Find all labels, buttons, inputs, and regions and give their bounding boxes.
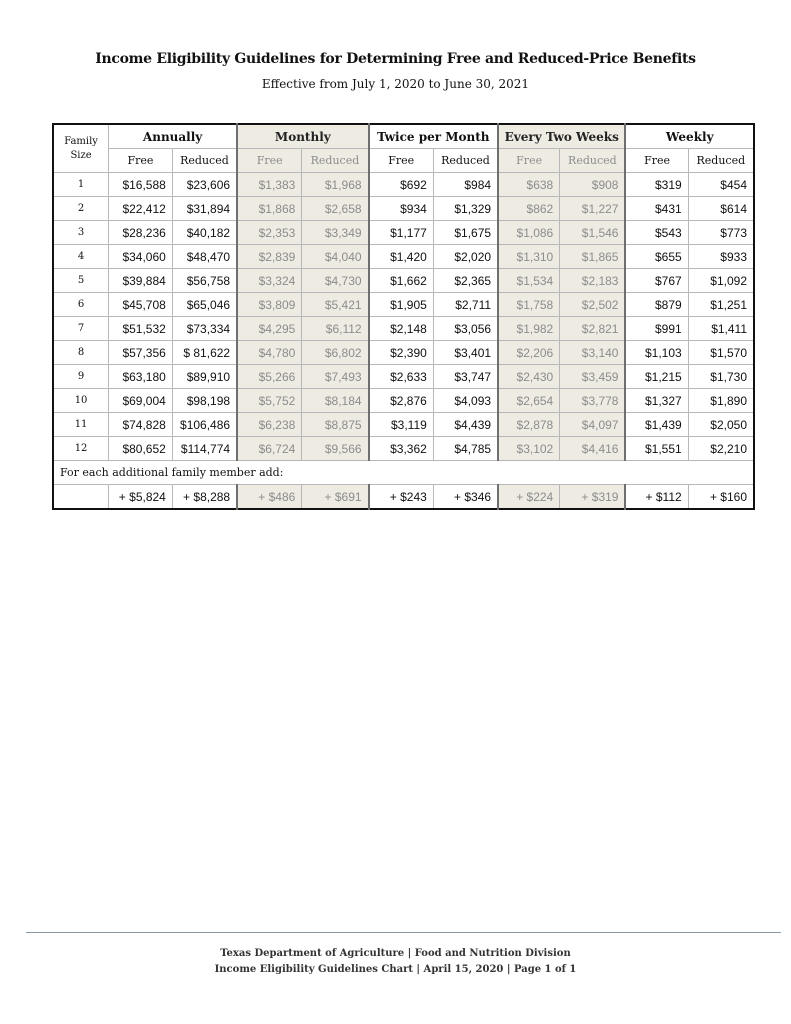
sub-header-reduced: Reduced <box>688 149 754 173</box>
income-cell: $1,546 <box>560 221 626 245</box>
income-cell: $45,708 <box>109 293 173 317</box>
income-cell: $1,662 <box>369 269 434 293</box>
income-cell: $2,353 <box>237 221 302 245</box>
additional-amount-cell: + $486 <box>237 485 302 510</box>
income-cell: $4,439 <box>433 413 498 437</box>
income-cell: $543 <box>625 221 688 245</box>
income-cell: $655 <box>625 245 688 269</box>
income-cell: $2,390 <box>369 341 434 365</box>
income-cell: $4,295 <box>237 317 302 341</box>
income-cell: $3,747 <box>433 365 498 389</box>
additional-amount-cell: + $243 <box>369 485 434 510</box>
income-cell: $2,365 <box>433 269 498 293</box>
family-size-cell: 4 <box>53 245 109 269</box>
income-cell: $3,119 <box>369 413 434 437</box>
group-header-twice-per-month: Twice per Month <box>369 124 498 149</box>
income-cell: $862 <box>498 197 560 221</box>
income-cell: $1,086 <box>498 221 560 245</box>
income-cell: $1,905 <box>369 293 434 317</box>
income-cell: $2,430 <box>498 365 560 389</box>
empty-cell <box>53 485 109 510</box>
income-cell: $69,004 <box>109 389 173 413</box>
income-cell: $3,324 <box>237 269 302 293</box>
income-cell: $3,056 <box>433 317 498 341</box>
family-size-header: Family Size <box>53 124 109 173</box>
family-size-cell: 2 <box>53 197 109 221</box>
income-cell: $63,180 <box>109 365 173 389</box>
income-cell: $1,327 <box>625 389 688 413</box>
sub-header-reduced: Reduced <box>172 149 237 173</box>
income-cell: $934 <box>369 197 434 221</box>
family-size-cell: 9 <box>53 365 109 389</box>
income-cell: $2,206 <box>498 341 560 365</box>
income-cell: $51,532 <box>109 317 173 341</box>
income-cell: $2,502 <box>560 293 626 317</box>
income-cell: $2,711 <box>433 293 498 317</box>
table-body <box>53 173 754 510</box>
income-cell: $65,046 <box>172 293 237 317</box>
page-title: Income Eligibility Guidelines for Determining Free and Reduced-Price Benefits <box>95 51 696 67</box>
family-size-cell: 8 <box>53 341 109 365</box>
income-cell: $1,103 <box>625 341 688 365</box>
table-row <box>53 365 754 389</box>
income-cell: $1,758 <box>498 293 560 317</box>
income-cell: $991 <box>625 317 688 341</box>
income-cell: $3,362 <box>369 437 434 461</box>
income-cell: $7,493 <box>302 365 369 389</box>
income-cell: $3,809 <box>237 293 302 317</box>
income-cell: $28,236 <box>109 221 173 245</box>
income-cell: $3,459 <box>560 365 626 389</box>
sub-header-free: Free <box>625 149 688 173</box>
income-cell: $34,060 <box>109 245 173 269</box>
income-cell: $614 <box>688 197 754 221</box>
additional-member-label: For each additional family member add: <box>53 461 754 485</box>
income-cell: $8,875 <box>302 413 369 437</box>
income-cell: $773 <box>688 221 754 245</box>
income-cell: $3,349 <box>302 221 369 245</box>
income-cell: $2,878 <box>498 413 560 437</box>
income-cell: $1,675 <box>433 221 498 245</box>
income-cell: $1,092 <box>688 269 754 293</box>
income-cell: $2,821 <box>560 317 626 341</box>
income-cell: $1,383 <box>237 173 302 197</box>
income-cell: $98,198 <box>172 389 237 413</box>
income-cell: $5,266 <box>237 365 302 389</box>
income-cell: $1,177 <box>369 221 434 245</box>
additional-amount-cell: + $319 <box>560 485 626 510</box>
family-size-cell: 6 <box>53 293 109 317</box>
sub-header-free: Free <box>237 149 302 173</box>
table-row <box>53 317 754 341</box>
table-row <box>53 341 754 365</box>
income-cell: $4,097 <box>560 413 626 437</box>
income-cell: $1,982 <box>498 317 560 341</box>
income-cell: $39,884 <box>109 269 173 293</box>
income-cell: $2,658 <box>302 197 369 221</box>
sub-header-row <box>53 149 754 173</box>
income-cell: $2,210 <box>688 437 754 461</box>
income-cell: $114,774 <box>172 437 237 461</box>
income-eligibility-table <box>52 123 755 510</box>
income-cell: $1,329 <box>433 197 498 221</box>
additional-member-values-row <box>53 485 754 510</box>
group-header-monthly: Monthly <box>237 124 368 149</box>
income-cell: $31,894 <box>172 197 237 221</box>
income-cell: $2,148 <box>369 317 434 341</box>
income-cell: $6,112 <box>302 317 369 341</box>
income-cell: $2,839 <box>237 245 302 269</box>
income-cell: $9,566 <box>302 437 369 461</box>
income-cell: $3,401 <box>433 341 498 365</box>
income-cell: $74,828 <box>109 413 173 437</box>
additional-amount-cell: + $691 <box>302 485 369 510</box>
income-cell: $56,758 <box>172 269 237 293</box>
income-cell: $879 <box>625 293 688 317</box>
income-cell: $1,420 <box>369 245 434 269</box>
income-cell: $2,654 <box>498 389 560 413</box>
income-cell: $767 <box>625 269 688 293</box>
income-cell: $933 <box>688 245 754 269</box>
income-cell: $2,050 <box>688 413 754 437</box>
income-cell: $3,140 <box>560 341 626 365</box>
income-cell: $1,439 <box>625 413 688 437</box>
group-header-annually: Annually <box>109 124 237 149</box>
income-cell: $1,310 <box>498 245 560 269</box>
income-cell: $57,356 <box>109 341 173 365</box>
page-subtitle: Effective from July 1, 2020 to June 30, 2021 <box>261 77 530 91</box>
income-cell: $6,238 <box>237 413 302 437</box>
additional-amount-cell: + $8,288 <box>172 485 237 510</box>
family-size-cell: 12 <box>53 437 109 461</box>
income-cell: $5,752 <box>237 389 302 413</box>
income-cell: $89,910 <box>172 365 237 389</box>
income-cell: $908 <box>560 173 626 197</box>
income-cell: $1,251 <box>688 293 754 317</box>
income-cell: $1,730 <box>688 365 754 389</box>
group-header-weekly: Weekly <box>625 124 754 149</box>
table-row <box>53 269 754 293</box>
income-cell: $454 <box>688 173 754 197</box>
income-cell: $2,633 <box>369 365 434 389</box>
family-size-cell: 1 <box>53 173 109 197</box>
income-cell: $4,040 <box>302 245 369 269</box>
income-cell: $23,606 <box>172 173 237 197</box>
footer-divider <box>26 932 781 933</box>
income-cell: $1,968 <box>302 173 369 197</box>
income-cell: $106,486 <box>172 413 237 437</box>
group-header-row <box>53 124 754 149</box>
additional-amount-cell: + $5,824 <box>109 485 173 510</box>
income-cell: $1,534 <box>498 269 560 293</box>
income-cell: $319 <box>625 173 688 197</box>
income-cell: $984 <box>433 173 498 197</box>
income-cell: $4,093 <box>433 389 498 413</box>
income-cell: $3,102 <box>498 437 560 461</box>
footer-line-2: Income Eligibility Guidelines Chart | April 15, 2020 | Page 1 of 1 <box>214 964 577 975</box>
income-cell: $1,411 <box>688 317 754 341</box>
income-cell: $1,551 <box>625 437 688 461</box>
income-cell: $73,334 <box>172 317 237 341</box>
family-size-cell: 7 <box>53 317 109 341</box>
income-cell: $4,780 <box>237 341 302 365</box>
table-row <box>53 245 754 269</box>
sub-header-reduced: Reduced <box>560 149 626 173</box>
sub-header-reduced: Reduced <box>302 149 369 173</box>
income-cell: $1,215 <box>625 365 688 389</box>
income-cell: $4,416 <box>560 437 626 461</box>
table-row <box>53 437 754 461</box>
income-cell: $1,890 <box>688 389 754 413</box>
family-size-cell: 5 <box>53 269 109 293</box>
income-cell: $692 <box>369 173 434 197</box>
income-cell: $48,470 <box>172 245 237 269</box>
family-size-cell: 3 <box>53 221 109 245</box>
income-cell: $2,183 <box>560 269 626 293</box>
income-cell: $8,184 <box>302 389 369 413</box>
table-row <box>53 293 754 317</box>
income-cell: $4,785 <box>433 437 498 461</box>
sub-header-reduced: Reduced <box>433 149 498 173</box>
income-cell: $1,227 <box>560 197 626 221</box>
income-cell: $22,412 <box>109 197 173 221</box>
additional-amount-cell: + $224 <box>498 485 560 510</box>
table-row <box>53 221 754 245</box>
income-cell: $638 <box>498 173 560 197</box>
income-cell: $5,421 <box>302 293 369 317</box>
income-cell: $1,868 <box>237 197 302 221</box>
income-cell: $40,182 <box>172 221 237 245</box>
income-cell: $2,020 <box>433 245 498 269</box>
income-cell: $6,802 <box>302 341 369 365</box>
income-cell: $16,588 <box>109 173 173 197</box>
additional-member-label-row <box>53 461 754 485</box>
additional-amount-cell: + $160 <box>688 485 754 510</box>
family-size-cell: 11 <box>53 413 109 437</box>
income-cell: $1,570 <box>688 341 754 365</box>
sub-header-free: Free <box>369 149 434 173</box>
additional-amount-cell: + $112 <box>625 485 688 510</box>
income-cell: $3,778 <box>560 389 626 413</box>
table-row <box>53 197 754 221</box>
income-cell: $ 81,622 <box>172 341 237 365</box>
sub-header-free: Free <box>109 149 173 173</box>
sub-header-free: Free <box>498 149 560 173</box>
income-cell: $6,724 <box>237 437 302 461</box>
table-row <box>53 173 754 197</box>
income-cell: $2,876 <box>369 389 434 413</box>
income-cell: $431 <box>625 197 688 221</box>
income-cell: $1,865 <box>560 245 626 269</box>
family-size-cell: 10 <box>53 389 109 413</box>
income-cell: $80,652 <box>109 437 173 461</box>
additional-amount-cell: + $346 <box>433 485 498 510</box>
table-row <box>53 389 754 413</box>
footer-line-1: Texas Department of Agriculture | Food and Nutrition Division <box>220 948 571 959</box>
income-cell: $4,730 <box>302 269 369 293</box>
table-row <box>53 413 754 437</box>
group-header-every-two-weeks: Every Two Weeks <box>498 124 625 149</box>
